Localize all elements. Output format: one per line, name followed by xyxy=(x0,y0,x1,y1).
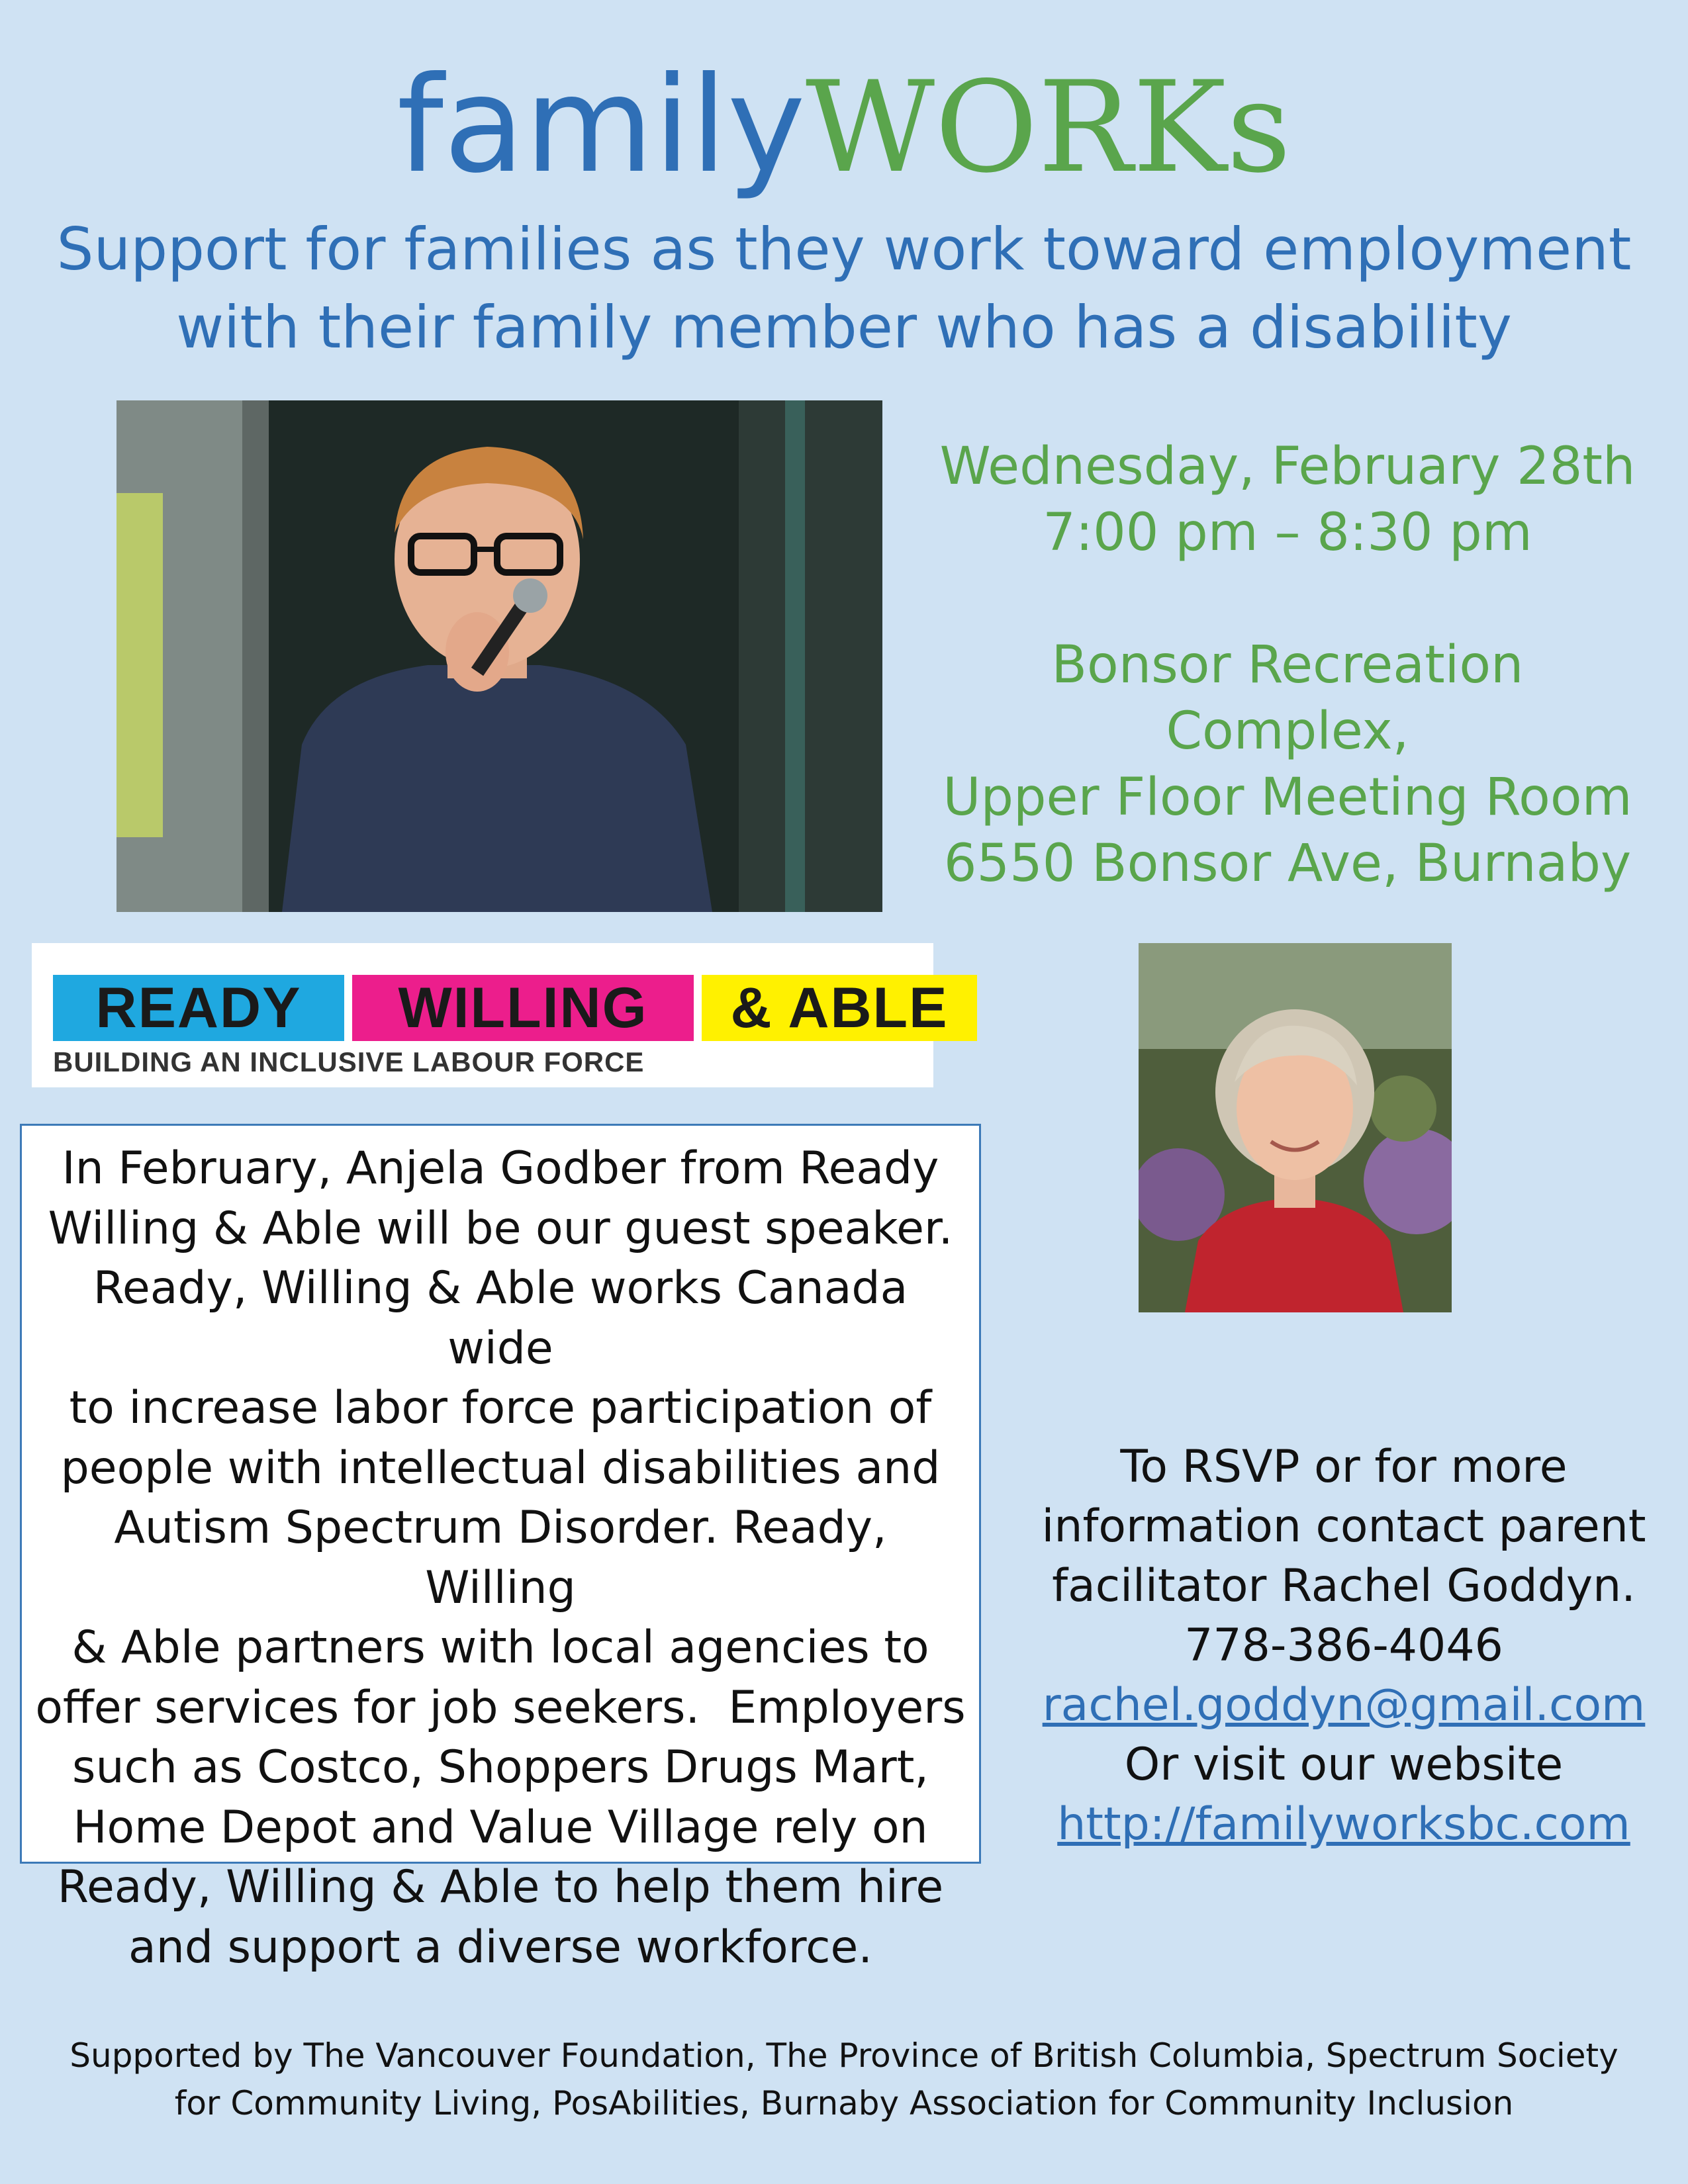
subtitle xyxy=(40,210,1648,367)
description-text xyxy=(35,1139,966,1978)
logo-ready: READY xyxy=(53,975,344,1041)
description-line: Ready, Willing & Able to help them hire xyxy=(57,1861,944,1913)
logo-willing: WILLING xyxy=(352,975,694,1041)
event-address: 6550 Bonsor Ave, Burnaby xyxy=(943,834,1632,893)
subtitle-line-1: Support for families as they work toward employment xyxy=(56,215,1632,283)
event-venue-line-2: Upper Floor Meeting Room xyxy=(943,768,1632,827)
contact-email-link[interactable]: rachel.goddyn@gmail.com xyxy=(1042,1679,1646,1731)
contact-line-1: To RSVP or for more xyxy=(1120,1441,1568,1493)
footer-supporters xyxy=(26,2032,1662,2127)
logo-able: & ABLE xyxy=(702,975,977,1041)
footer-line-2: for Community Living, PosAbilities, Burnaby Association for Community Inclusion xyxy=(174,2084,1514,2122)
website-intro: Or visit our website xyxy=(1124,1739,1564,1791)
ready-willing-able-logo xyxy=(32,943,949,1087)
subtitle-line-2: with their family member who has a disability xyxy=(176,293,1512,361)
description-box xyxy=(20,1124,981,1974)
facilitator-photo xyxy=(1139,943,1452,1312)
description-line: Willing & Able will be our guest speaker. xyxy=(48,1202,953,1255)
website-link[interactable]: http://familyworksbc.com xyxy=(1057,1798,1630,1850)
description-line: and support a diverse workforce. xyxy=(128,1921,872,1974)
description-line: people with intellectual disabilities and xyxy=(60,1441,941,1494)
description-line: Autism Spectrum Disorder. Ready, Willing xyxy=(114,1502,887,1614)
description-line: offer services for job seekers. Employers xyxy=(35,1681,966,1734)
description-line: Ready, Willing & Able works Canada wide xyxy=(93,1262,908,1375)
contact-line-3: facilitator Rachel Goddyn. xyxy=(1052,1560,1636,1612)
title-works: WORKs xyxy=(805,54,1291,201)
contact-phone: 778-386-4046 xyxy=(1184,1619,1503,1672)
description-line: Home Depot and Value Village rely on xyxy=(73,1801,928,1854)
event-venue-line-1: Bonsor Recreation Complex, xyxy=(1051,635,1524,761)
footer-line-1: Supported by The Vancouver Foundation, The Province of British Columbia, Spectrum Society xyxy=(70,2036,1618,2075)
contact-line-2: information contact parent xyxy=(1041,1500,1646,1553)
event-time: 7:00 pm – 8:30 pm xyxy=(1043,503,1532,563)
speaker-photo xyxy=(117,400,882,912)
description-line: & Able partners with local agencies to xyxy=(71,1621,929,1674)
event-details xyxy=(923,433,1652,897)
description-line: In February, Anjela Godber from Ready xyxy=(62,1142,939,1195)
logo-tagline: BUILDING AN INCLUSIVE LABOUR FORCE xyxy=(53,1046,645,1077)
title-family: family xyxy=(397,48,806,203)
contact-info xyxy=(1013,1437,1675,1854)
page-title xyxy=(0,50,1688,202)
event-date: Wednesday, February 28th xyxy=(939,437,1636,496)
description-line: such as Costco, Shoppers Drugs Mart, xyxy=(72,1741,929,1794)
description-line: to increase labor force participation of xyxy=(69,1382,932,1434)
